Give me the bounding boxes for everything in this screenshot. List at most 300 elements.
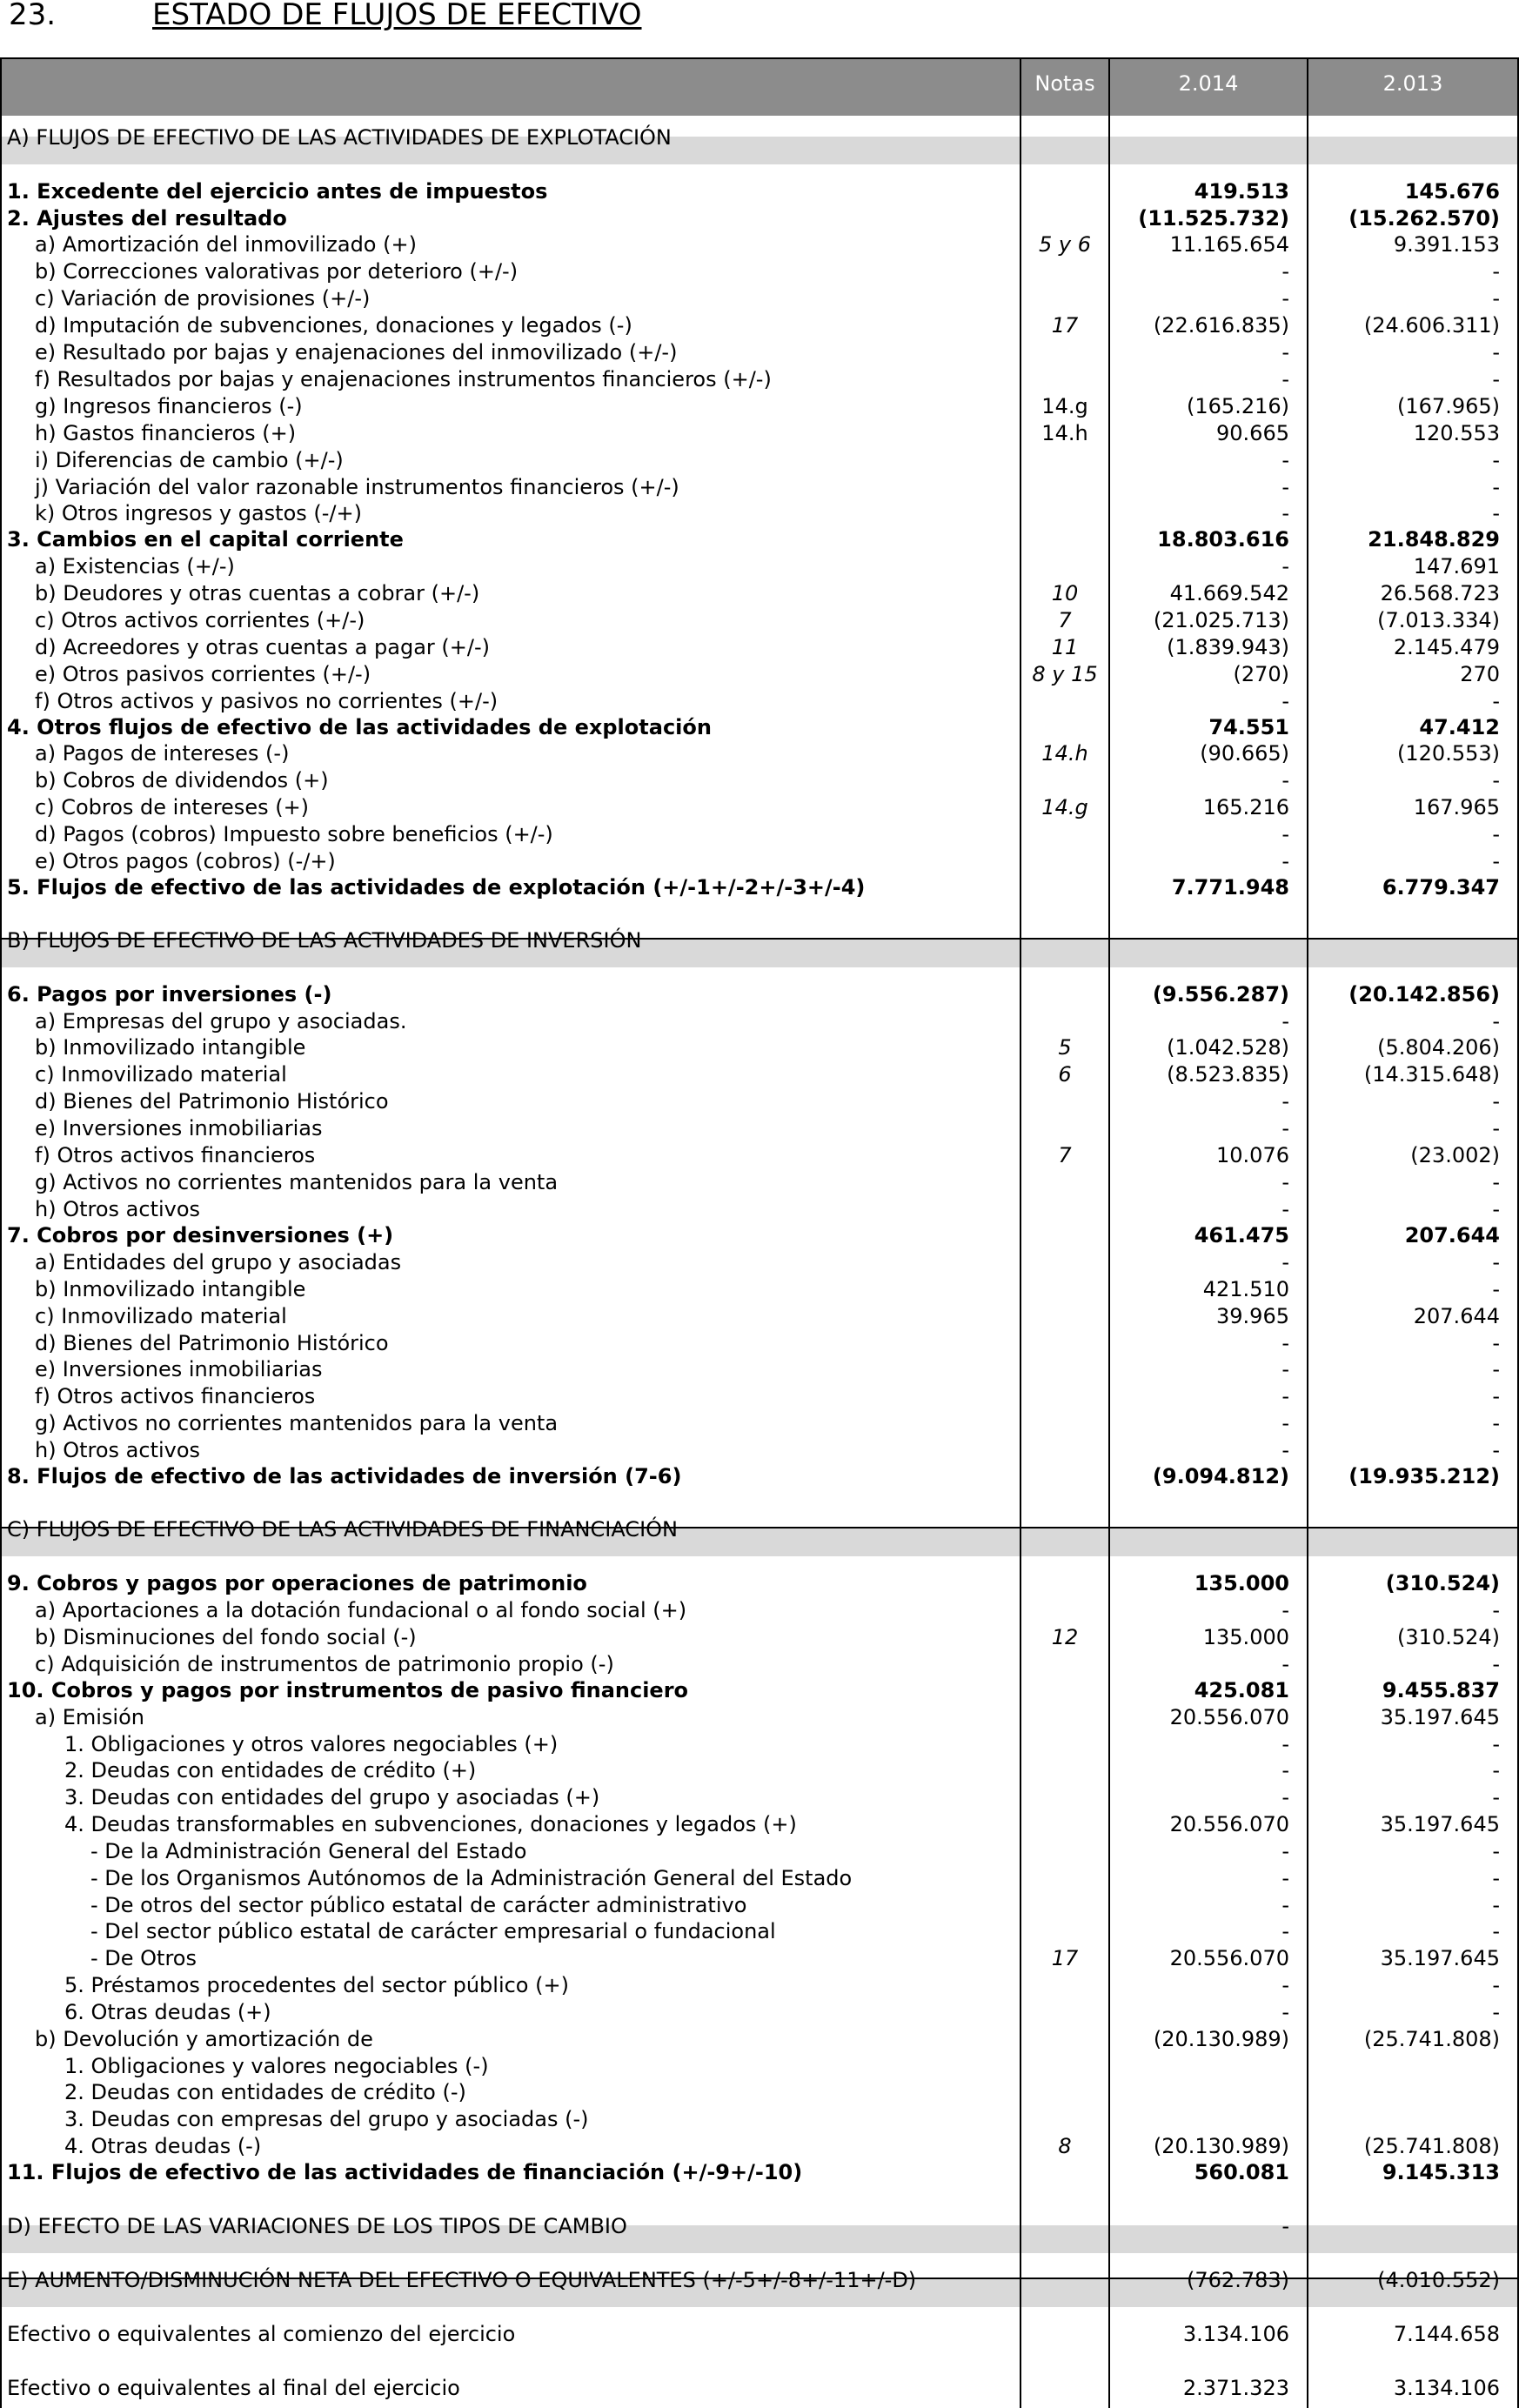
value-2014: 18.803.616	[1157, 527, 1289, 552]
row-label: h) Otros activos	[35, 1197, 201, 1221]
table-row	[0, 1651, 1519, 1677]
value-2013: -	[1492, 1973, 1500, 1997]
value-2013: -	[1492, 1652, 1500, 1676]
row-label: b) Correcciones valorativas por deterioro (+/-)	[35, 259, 519, 284]
table-row	[0, 1088, 1519, 1114]
table-row	[0, 2321, 1519, 2347]
value-2013: -	[1492, 1866, 1500, 1890]
row-label: c) Variación de provisiones (+/-)	[35, 286, 371, 311]
row-label: Efectivo o equivalentes al comienzo del ejercicio	[7, 2322, 516, 2346]
value-2014: 20.556.070	[1169, 1812, 1289, 1836]
value-2013: (14.315.648)	[1363, 1062, 1500, 1087]
value-2014: -	[1281, 2000, 1289, 2024]
table-row	[0, 1757, 1519, 1783]
table-row	[0, 366, 1519, 392]
value-2014: -	[1281, 1893, 1289, 1917]
row-label: d) Bienes del Patrimonio Histórico	[35, 1331, 389, 1355]
value-2014: -	[1281, 1331, 1289, 1355]
table-row	[0, 1303, 1519, 1329]
value-2013: 9.455.837	[1382, 1678, 1500, 1702]
row-label: d) Pagos (cobros) Impuesto sobre beneficios (+/-)	[35, 822, 553, 846]
value-2014: -	[1281, 1170, 1289, 1194]
value-2013: -	[1492, 1277, 1500, 1301]
row-label: b) Disminuciones del fondo social (-)	[35, 1625, 417, 1649]
row-label: 7. Cobros por desinversiones (+)	[7, 1223, 394, 1247]
table-row	[0, 767, 1519, 793]
table-row	[0, 2106, 1519, 2132]
row-label: 10. Cobros y pagos por instrumentos de pasivo financiero	[7, 1678, 689, 1702]
table-row	[0, 1410, 1519, 1436]
row-label: 2. Ajustes del resultado	[7, 206, 287, 231]
table-row	[0, 1918, 1519, 1944]
table-row	[0, 1570, 1519, 1596]
value-2014: 39.965	[1216, 1304, 1289, 1328]
value-2014: -	[1281, 448, 1289, 472]
value-2014: -	[1281, 286, 1289, 311]
table-row	[0, 1865, 1519, 1891]
value-2014: -	[1281, 259, 1289, 284]
table-row	[0, 1330, 1519, 1356]
row-label: g) Ingresos financieros (-)	[35, 394, 303, 418]
row-label: c) Otros activos corrientes (+/-)	[35, 608, 365, 632]
header-year-2013: 2.013	[1382, 71, 1443, 96]
row-label: 2. Deudas con entidades de crédito (+)	[64, 1758, 477, 1783]
row-label: e) Resultado por bajas y enajenaciones del inmovilizado (+/-)	[35, 340, 678, 365]
table-row	[0, 1811, 1519, 1837]
value-2013: (15.262.570)	[1348, 206, 1500, 231]
value-2014: (8.523.835)	[1167, 1062, 1289, 1087]
note-ref: 17	[1051, 313, 1079, 338]
section-header-row	[0, 124, 1519, 150]
table-row	[0, 553, 1519, 579]
table-row	[0, 1892, 1519, 1918]
table-row	[0, 258, 1519, 284]
note-ref: 10	[1051, 581, 1079, 605]
header-notes: Notas	[1034, 71, 1095, 96]
row-label: a) Empresas del grupo y asociadas.	[35, 1009, 407, 1033]
table-row	[0, 1222, 1519, 1248]
row-label: k) Otros ingresos y gastos (-/+)	[35, 501, 362, 525]
value-2013: (310.524)	[1385, 1571, 1500, 1595]
row-label: e) Inversiones inmobiliarias	[35, 1116, 323, 1140]
table-row	[0, 339, 1519, 365]
value-2014: -	[1281, 340, 1289, 365]
table-row	[0, 231, 1519, 258]
row-label: A) FLUJOS DE EFECTIVO DE LAS ACTIVIDADES DE EXPLOTACIÓN	[7, 125, 672, 150]
note-ref: 14.h	[1041, 741, 1088, 766]
note-ref: 11	[1051, 635, 1079, 659]
row-label: 2. Deudas con entidades de crédito (-)	[64, 2080, 466, 2104]
table-row	[0, 1731, 1519, 1757]
value-2014: (1.839.943)	[1167, 635, 1289, 659]
value-2014: (9.556.287)	[1152, 982, 1289, 1007]
table-row	[0, 1463, 1519, 1489]
row-label: f) Otros activos financieros	[35, 1384, 316, 1408]
row-label: d) Imputación de subvenciones, donaciones y legados (-)	[35, 313, 632, 338]
value-2013: (24.606.311)	[1363, 313, 1500, 338]
value-2014: (165.216)	[1187, 394, 1289, 418]
table-row	[0, 2375, 1519, 2401]
value-2014: -	[1281, 2214, 1289, 2238]
value-2014: (1.042.528)	[1167, 1035, 1289, 1060]
table-row	[0, 1249, 1519, 1275]
value-2013: 2.145.479	[1393, 635, 1500, 659]
row-label: - De Otros	[90, 1946, 197, 1970]
row-label: b) Cobros de dividendos (+)	[35, 768, 329, 793]
value-2013: (23.002)	[1410, 1143, 1500, 1167]
row-label: 1. Excedente del ejercicio antes de impuestos	[7, 179, 548, 204]
table-row	[0, 500, 1519, 526]
value-2013: -	[1492, 340, 1500, 365]
value-2014: (762.783)	[1187, 2268, 1289, 2292]
value-2013: 21.848.829	[1368, 527, 1500, 552]
table-row	[0, 1972, 1519, 1998]
row-label: - De la Administración General del Estado	[90, 1839, 527, 1863]
table-row	[0, 1437, 1519, 1463]
value-2014: (20.130.989)	[1153, 2134, 1289, 2158]
table-row	[0, 1008, 1519, 1034]
table-row	[0, 1034, 1519, 1060]
value-2013: -	[1492, 1411, 1500, 1435]
value-2014: (9.094.812)	[1152, 1464, 1289, 1488]
value-2013: -	[1492, 475, 1500, 499]
value-2014: -	[1281, 1732, 1289, 1756]
note-ref: 14.h	[1041, 421, 1088, 445]
value-2014: 3.134.106	[1182, 2322, 1289, 2346]
table-row	[0, 1784, 1519, 1810]
value-2014: -	[1281, 1384, 1289, 1408]
value-2013: 47.412	[1419, 715, 1500, 739]
page-title: ESTADO DE FLUJOS DE EFECTIVO	[152, 0, 642, 32]
table-row	[0, 447, 1519, 473]
value-2013: (19.935.212)	[1348, 1464, 1500, 1488]
value-2013: 167.965	[1413, 795, 1500, 819]
table-row	[0, 1597, 1519, 1623]
value-2014: -	[1281, 1598, 1289, 1622]
value-2013: 207.644	[1413, 1304, 1500, 1328]
row-label: a) Amortización del inmovilizado (+)	[35, 232, 417, 257]
section-number: 23.	[9, 0, 57, 32]
row-label: 11. Flujos de efectivo de las actividades de financiación (+/-9+/-10)	[7, 2160, 803, 2184]
value-2013: 270	[1460, 662, 1500, 686]
row-label: g) Activos no corrientes mantenidos para la venta	[35, 1411, 559, 1435]
value-2014: -	[1281, 768, 1289, 793]
value-2013: (25.741.808)	[1363, 2134, 1500, 2158]
value-2013: 35.197.645	[1380, 1812, 1500, 1836]
value-2013: -	[1492, 1197, 1500, 1221]
value-2014: (11.525.732)	[1138, 206, 1289, 231]
table-row	[0, 661, 1519, 687]
value-2014: (21.025.713)	[1153, 608, 1289, 632]
table-row	[0, 794, 1519, 820]
row-label: h) Gastos financieros (+)	[35, 421, 297, 445]
value-2013: -	[1492, 1893, 1500, 1917]
value-2014: (20.130.989)	[1153, 2027, 1289, 2051]
table-row	[0, 285, 1519, 311]
value-2013: -	[1492, 1758, 1500, 1783]
note-ref: 8	[1058, 2134, 1072, 2158]
table-row	[0, 1196, 1519, 1222]
row-label: e) Otros pagos (cobros) (-/+)	[35, 849, 336, 873]
note-ref: 6	[1058, 1062, 1072, 1087]
table-row	[0, 1999, 1519, 2025]
row-label: f) Otros activos y pasivos no corrientes (+/-)	[35, 689, 499, 713]
note-ref: 7	[1058, 1143, 1072, 1167]
value-2014: -	[1281, 689, 1289, 713]
row-label: g) Activos no corrientes mantenidos para la venta	[35, 1170, 559, 1194]
value-2013: 7.144.658	[1393, 2322, 1500, 2346]
table-row	[0, 1276, 1519, 1302]
row-label: - De los Organismos Autónomos de la Administración General del Estado	[90, 1866, 853, 1890]
value-2014: 135.000	[1202, 1625, 1289, 1649]
row-label: 3. Cambios en el capital corriente	[7, 527, 404, 552]
row-label: 6. Otras deudas (+)	[64, 2000, 271, 2024]
value-2014: -	[1281, 1919, 1289, 1943]
table-top-border	[0, 57, 1519, 59]
value-2014: 10.076	[1216, 1143, 1289, 1167]
value-2013: 120.553	[1413, 421, 1500, 445]
value-2013: (7.013.334)	[1377, 608, 1500, 632]
value-2013: 145.676	[1404, 179, 1500, 204]
value-2013: -	[1492, 1598, 1500, 1622]
value-2014: -	[1281, 1009, 1289, 1033]
table-row	[0, 178, 1519, 204]
section-header-row	[0, 927, 1519, 953]
value-2014: -	[1281, 822, 1289, 846]
table-row	[0, 1142, 1519, 1168]
section-header-row	[0, 1516, 1519, 1542]
value-2013: -	[1492, 501, 1500, 525]
value-2013: -	[1492, 822, 1500, 846]
row-label: 1. Obligaciones y otros valores negociables (+)	[64, 1732, 559, 1756]
value-2014: 11.165.654	[1169, 232, 1289, 257]
row-label: - De otros del sector público estatal de carácter administrativo	[90, 1893, 747, 1917]
table-row	[0, 634, 1519, 660]
table-row	[0, 714, 1519, 740]
value-2013: -	[1492, 1250, 1500, 1274]
value-2013: -	[1492, 2000, 1500, 2024]
row-label: d) Acreedores y otras cuentas a pagar (+/-)	[35, 635, 491, 659]
value-2013: (20.142.856)	[1348, 982, 1500, 1007]
value-2014: 425.081	[1194, 1678, 1289, 1702]
value-2014: -	[1281, 1652, 1289, 1676]
row-label: b) Deudores y otras cuentas a cobrar (+/-)	[35, 581, 480, 605]
section-header-row	[0, 2267, 1519, 2293]
value-2013: -	[1492, 1170, 1500, 1194]
table-row	[0, 981, 1519, 1007]
note-ref: 5 y 6	[1039, 232, 1091, 257]
note-ref: 12	[1051, 1625, 1079, 1649]
value-2013: (167.965)	[1397, 394, 1500, 418]
value-2014: 41.669.542	[1169, 581, 1289, 605]
row-label: f) Resultados por bajas y enajenaciones instrumentos financieros (+/-)	[35, 367, 772, 391]
value-2014: 20.556.070	[1169, 1946, 1289, 1970]
row-label: c) Inmovilizado material	[35, 1304, 287, 1328]
value-2014: 90.665	[1216, 421, 1289, 445]
value-2013: (120.553)	[1397, 741, 1500, 766]
value-2014: -	[1281, 1089, 1289, 1114]
table-row	[0, 1838, 1519, 1864]
row-label: c) Cobros de intereses (+)	[35, 795, 310, 819]
row-label: 4. Otros flujos de efectivo de las actividades de explotación	[7, 715, 712, 739]
value-2014: 419.513	[1194, 179, 1289, 204]
table-row	[0, 688, 1519, 714]
row-label: a) Emisión	[35, 1705, 144, 1729]
table-row	[0, 2053, 1519, 2079]
row-label: b) Inmovilizado intangible	[35, 1277, 306, 1301]
table-row	[0, 1624, 1519, 1650]
value-2013: 35.197.645	[1380, 1705, 1500, 1729]
table-row	[0, 874, 1519, 900]
value-2013: -	[1492, 1438, 1500, 1462]
value-2014: -	[1281, 1197, 1289, 1221]
row-label: Efectivo o equivalentes al final del ejercicio	[7, 2376, 460, 2400]
value-2013: -	[1492, 1732, 1500, 1756]
row-label: e) Inversiones inmobiliarias	[35, 1357, 323, 1381]
row-label: C) FLUJOS DE EFECTIVO DE LAS ACTIVIDADES DE FINANCIACIÓN	[7, 1517, 678, 1542]
value-2014: -	[1281, 1866, 1289, 1890]
value-2014: -	[1281, 1411, 1289, 1435]
value-2014: 20.556.070	[1169, 1705, 1289, 1729]
row-label: a) Pagos de intereses (-)	[35, 741, 290, 766]
value-2013: -	[1492, 367, 1500, 391]
table-row	[0, 740, 1519, 766]
row-label: 6. Pagos por inversiones (-)	[7, 982, 332, 1007]
value-2014: 7.771.948	[1171, 875, 1289, 900]
table-row	[0, 1169, 1519, 1195]
row-label: D) EFECTO DE LAS VARIACIONES DE LOS TIPOS DE CAMBIO	[7, 2214, 627, 2238]
value-2013: -	[1492, 259, 1500, 284]
row-label: 3. Deudas con entidades del grupo y asociadas (+)	[64, 1785, 600, 1809]
table-row	[0, 2026, 1519, 2052]
row-label: 1. Obligaciones y valores negociables (-)	[64, 2054, 489, 2078]
value-2013: -	[1492, 1331, 1500, 1355]
value-2013: -	[1492, 1919, 1500, 1943]
value-2014: -	[1281, 367, 1289, 391]
value-2013: (5.804.206)	[1377, 1035, 1500, 1060]
table-row	[0, 420, 1519, 446]
value-2013: -	[1492, 448, 1500, 472]
note-ref: 8 y 15	[1032, 662, 1098, 686]
row-label: h) Otros activos	[35, 1438, 201, 1462]
row-label: 4. Otras deudas (-)	[64, 2134, 262, 2158]
value-2014: -	[1281, 475, 1289, 499]
value-2013: -	[1492, 1384, 1500, 1408]
value-2014: -	[1281, 1758, 1289, 1783]
table-row	[0, 474, 1519, 500]
table-row	[0, 2159, 1519, 2185]
row-label: c) Adquisición de instrumentos de patrimonio propio (-)	[35, 1652, 614, 1676]
value-2013: 35.197.645	[1380, 1946, 1500, 1970]
value-2014: -	[1281, 1839, 1289, 1863]
table-row	[0, 526, 1519, 552]
header-year-2014: 2.014	[1178, 71, 1239, 96]
table-row	[0, 821, 1519, 847]
table-row	[0, 1061, 1519, 1087]
value-2014: -	[1281, 1250, 1289, 1274]
table-row	[0, 2079, 1519, 2105]
row-label: 5. Flujos de efectivo de las actividades de explotación (+/-1+/-2+/-3+/-4)	[7, 875, 866, 900]
value-2013: 9.391.153	[1393, 232, 1500, 257]
value-2014: -	[1281, 1438, 1289, 1462]
value-2014: -	[1281, 1357, 1289, 1381]
value-2014: 165.216	[1202, 795, 1289, 819]
value-2014: 74.551	[1208, 715, 1289, 739]
row-label: d) Bienes del Patrimonio Histórico	[35, 1089, 389, 1114]
value-2013: -	[1492, 1785, 1500, 1809]
value-2013: -	[1492, 1009, 1500, 1033]
table-row	[0, 393, 1519, 419]
table-row	[0, 1704, 1519, 1730]
value-2014: 560.081	[1194, 2160, 1289, 2184]
table-row	[0, 1356, 1519, 1382]
table-row	[0, 1115, 1519, 1141]
value-2014: 135.000	[1194, 1571, 1289, 1595]
row-label: 8. Flujos de efectivo de las actividades de inversión (7-6)	[7, 1464, 682, 1488]
value-2013: -	[1492, 1357, 1500, 1381]
value-2014: -	[1281, 1973, 1289, 1997]
note-ref: 14.g	[1041, 394, 1088, 418]
table-row	[0, 2133, 1519, 2159]
row-label: 4. Deudas transformables en subvenciones, donaciones y legados (+)	[64, 1812, 797, 1836]
row-label: 5. Préstamos procedentes del sector público (+)	[64, 1973, 569, 1997]
value-2014: (22.616.835)	[1153, 313, 1289, 338]
table-row	[0, 848, 1519, 874]
value-2013: 207.644	[1404, 1223, 1500, 1247]
table-row	[0, 607, 1519, 633]
value-2013: (310.524)	[1397, 1625, 1500, 1649]
value-2013: 147.691	[1413, 554, 1500, 579]
row-label: a) Entidades del grupo y asociadas	[35, 1250, 402, 1274]
table-row	[0, 205, 1519, 231]
row-label: a) Aportaciones a la dotación fundacional o al fondo social (+)	[35, 1598, 687, 1622]
row-label: j) Variación del valor razonable instrumentos financieros (+/-)	[35, 475, 679, 499]
value-2014: -	[1281, 1116, 1289, 1140]
value-2014: 461.475	[1194, 1223, 1289, 1247]
value-2013: -	[1492, 1116, 1500, 1140]
row-label: 3. Deudas con empresas del grupo y asociadas (-)	[64, 2107, 589, 2131]
note-ref: 17	[1051, 1946, 1079, 1970]
row-label: e) Otros pasivos corrientes (+/-)	[35, 662, 371, 686]
value-2013: 6.779.347	[1382, 875, 1500, 900]
row-label: 9. Cobros y pagos por operaciones de patrimonio	[7, 1571, 587, 1595]
value-2014: -	[1281, 1785, 1289, 1809]
value-2013: 26.568.723	[1380, 581, 1500, 605]
value-2014: (90.665)	[1200, 741, 1289, 766]
row-label: b) Inmovilizado intangible	[35, 1035, 306, 1060]
row-label: b) Devolución y amortización de	[35, 2027, 373, 2051]
row-label: i) Diferencias de cambio (+/-)	[35, 448, 344, 472]
value-2014: 2.371.323	[1182, 2376, 1289, 2400]
value-2013: -	[1492, 1839, 1500, 1863]
table-row	[0, 312, 1519, 338]
table-row	[0, 1945, 1519, 1971]
note-ref: 14.g	[1041, 795, 1088, 819]
row-label: - Del sector público estatal de carácter empresarial o fundacional	[90, 1919, 776, 1943]
value-2014: -	[1281, 501, 1289, 525]
value-2013: 3.134.106	[1393, 2376, 1500, 2400]
value-2014: -	[1281, 849, 1289, 873]
row-label: f) Otros activos financieros	[35, 1143, 316, 1167]
table-row	[0, 1383, 1519, 1409]
row-label: a) Existencias (+/-)	[35, 554, 235, 579]
table-row	[0, 580, 1519, 606]
value-2013: (4.010.552)	[1377, 2268, 1500, 2292]
table-row	[0, 1677, 1519, 1703]
value-2014: -	[1281, 554, 1289, 579]
value-2013: -	[1492, 689, 1500, 713]
section-header-row	[0, 2213, 1519, 2239]
